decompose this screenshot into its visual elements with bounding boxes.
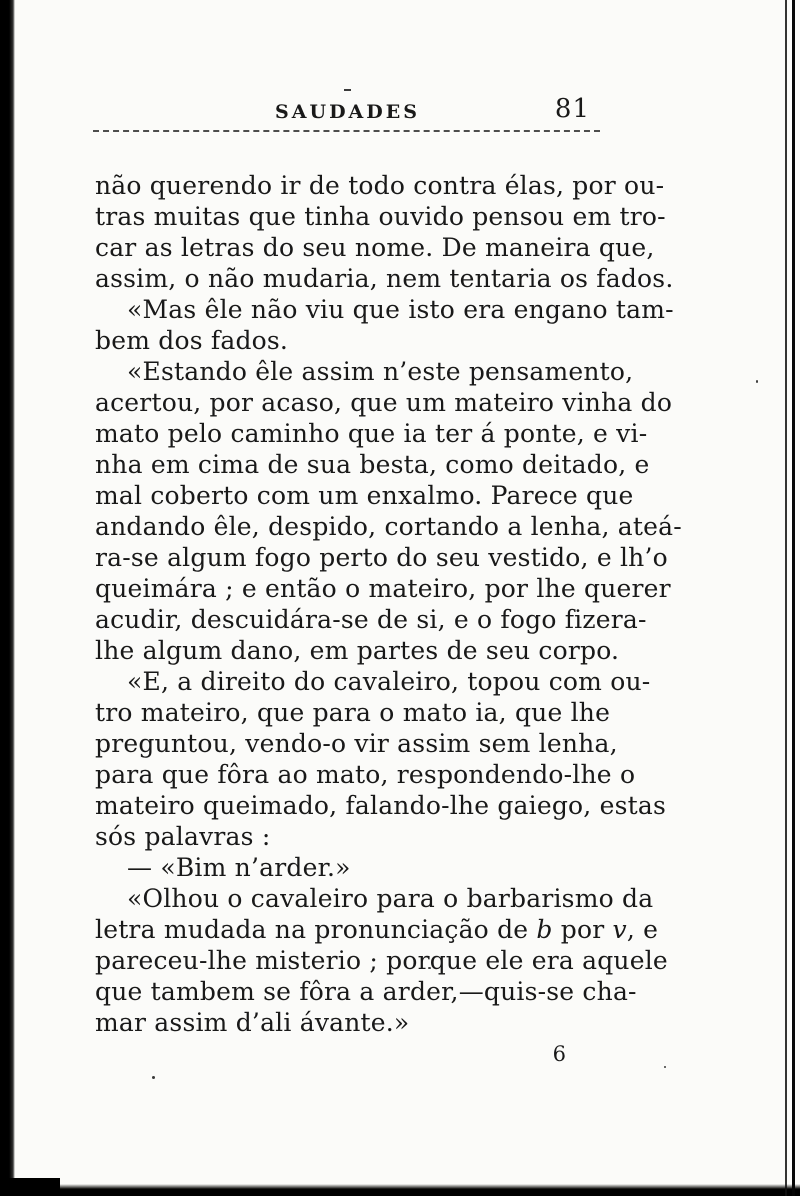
scan-speck <box>756 380 758 383</box>
text-line: tro mateiro, que para o mato ia, que lhe <box>95 698 611 727</box>
text-line: acertou, por acaso, que um mateiro vinha do <box>95 388 673 417</box>
running-header <box>95 0 600 134</box>
text-line: «Olhou o cavaleiro para o barbarismo da <box>127 884 654 913</box>
text-line: mar assim d’ali ávante.» <box>95 1008 410 1037</box>
scan-speck <box>152 1076 155 1079</box>
text-line: car as letras do seu nome. De maneira que, <box>95 233 655 262</box>
text-block <box>95 0 682 1066</box>
text-line: que tambem se fôra a arder,—quis-se cha- <box>95 977 637 1006</box>
text-line: queimára ; e então o mateiro, por lhe querer <box>95 574 671 603</box>
text-line: mateiro queimado, falando-lhe gaiego, estas <box>95 791 667 820</box>
page-bottom-edge-shadow <box>0 1184 800 1196</box>
text-line: preguntou, vendo-o vir assim sem lenha, <box>95 729 618 758</box>
page-number: 81 <box>554 94 590 124</box>
text-line: «Mas êle não viu que isto era engano tam- <box>127 295 674 324</box>
page-edge-line-inner <box>785 0 787 1196</box>
text-line: nha em cima de sua besta, como deitado, e <box>95 450 650 479</box>
text-line: para que fôra ao mato, respondendo-lhe o <box>95 760 636 789</box>
text-line: não querendo ir de todo contra élas, por ou- <box>95 171 665 200</box>
text-line: assim, o não mudaria, nem tentaria os fados. <box>95 264 674 293</box>
scan-gutter-shadow <box>0 0 15 1196</box>
text-line: — «Bim n’arder.» <box>127 853 351 882</box>
signature-mark: 6 <box>552 1042 566 1066</box>
text-line: letra mudada na pronunciação de b por v, e <box>95 915 659 944</box>
text-line: bem dos fados. <box>95 326 289 355</box>
text-line: pareceu-lhe misterio ; porque ele era aquele <box>95 946 668 975</box>
page-title: SAUDADES <box>275 101 420 123</box>
text-line: tras muitas que tinha ouvido pensou em tro- <box>95 202 666 231</box>
text-line: ra-se algum fogo perto do seu vestido, e lh’o <box>95 543 668 572</box>
text-line: acudir, descuidára-se de si, e o fogo fizera- <box>95 605 647 634</box>
text-line: lhe algum dano, em partes de seu corpo. <box>95 636 620 665</box>
text-line: sós palavras : <box>95 822 271 851</box>
scan-speck <box>664 1066 666 1068</box>
header-rule <box>93 130 600 132</box>
text-line: andando êle, despido, cortando a lenha, ateá- <box>95 512 682 541</box>
page-edge-line-outer <box>792 0 795 1196</box>
text-line: «E, a direito do cavaleiro, topou com ou- <box>127 667 651 696</box>
text-line: mato pelo caminho que ia ter á ponte, e vi- <box>95 419 648 448</box>
text-line: «Estando êle assim n’este pensamento, <box>127 357 634 386</box>
text-lines <box>95 170 682 1038</box>
text-line: mal coberto com um enxalmo. Parece que <box>95 481 634 510</box>
